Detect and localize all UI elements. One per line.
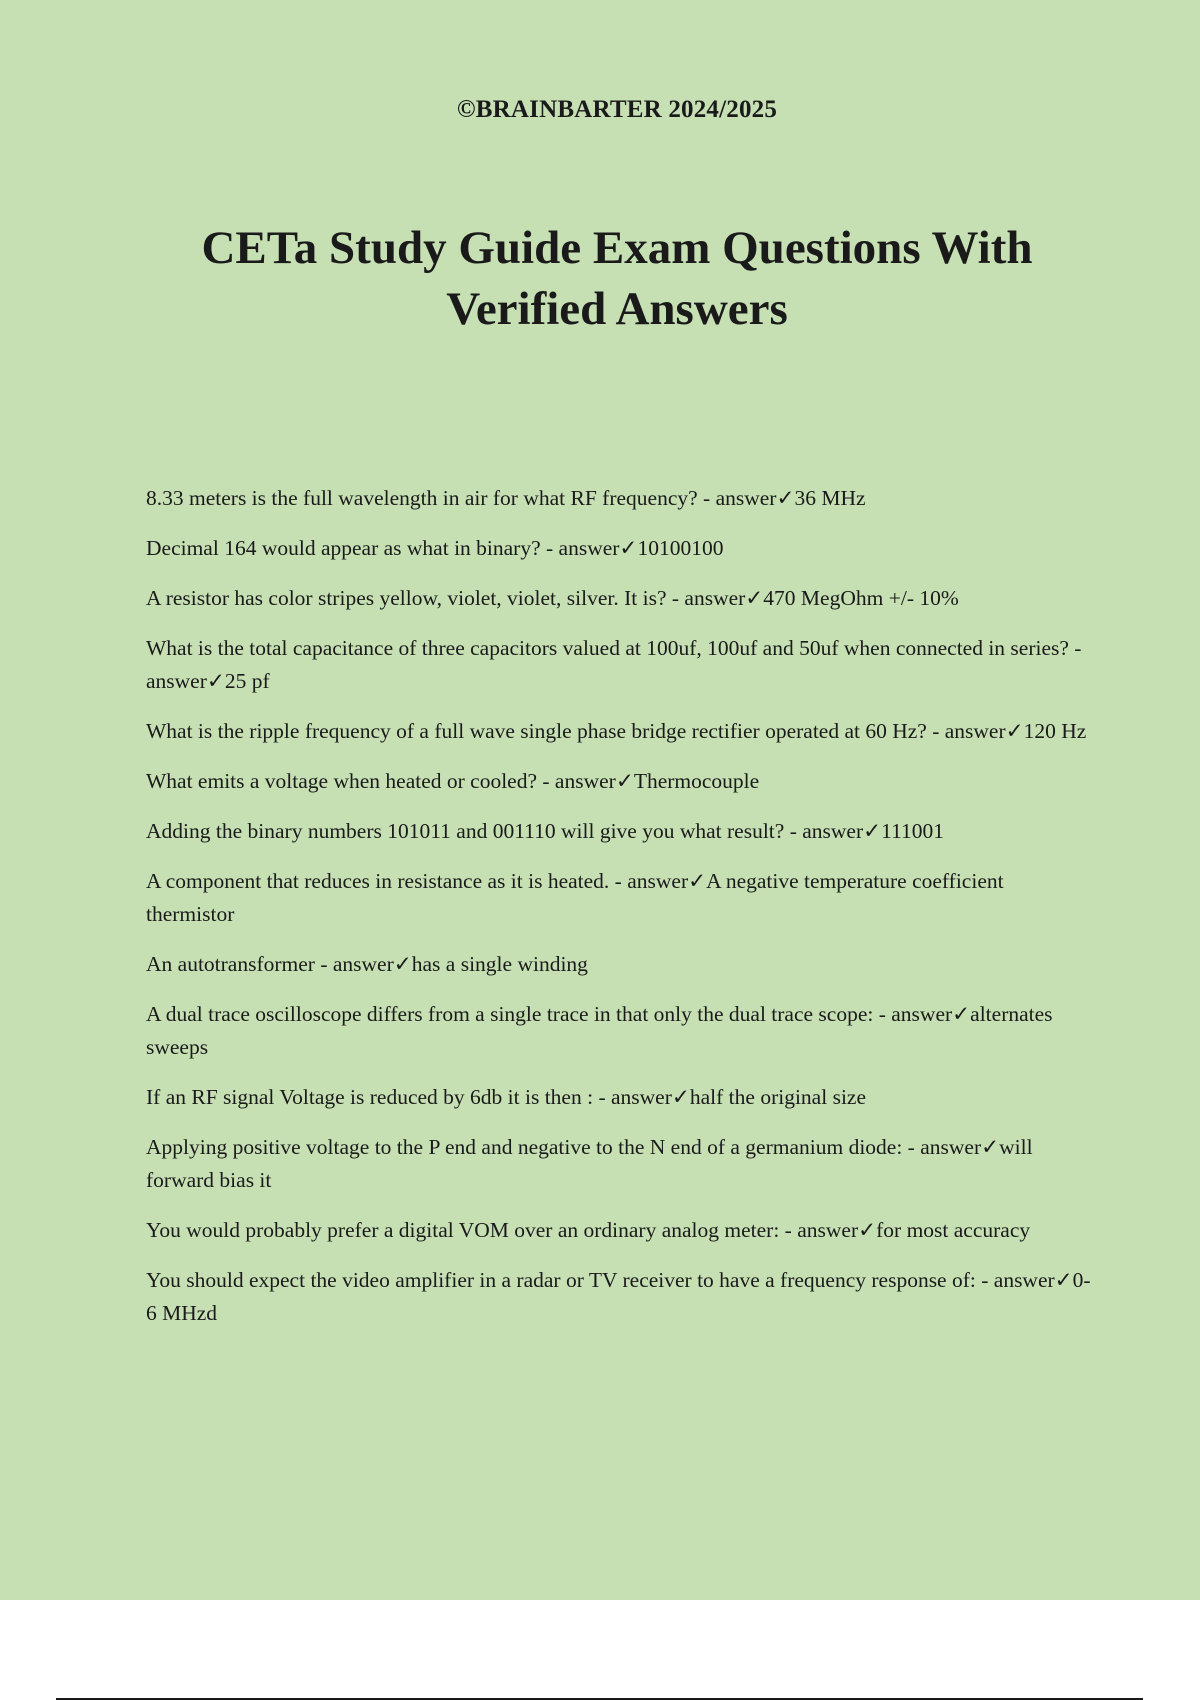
document-title xyxy=(0,218,1200,340)
qa-item: If an RF signal Voltage is reduced by 6db it is then : - answer✓half the original size xyxy=(146,1085,866,1109)
qa-item: What emits a voltage when heated or cooled? - answer✓Thermocouple xyxy=(146,769,760,793)
qa-item: A component that reduces in resistance as it is heated. - answer✓A negative temperature coefficient thermistor xyxy=(146,869,1004,926)
qa-item: A resistor has color stripes yellow, violet, violet, silver. It is? - answer✓470 MegOhm +/- 10% xyxy=(146,586,959,610)
qa-item: You should expect the video amplifier in a radar or TV receiver to have a frequency response of: - answer✓0-6 MHzd xyxy=(146,1268,1091,1325)
qa-item: What is the total capacitance of three capacitors valued at 100uf, 100uf and 50uf when connected in series? - answer✓25 pf xyxy=(146,636,1082,693)
qa-item: Decimal 164 would appear as what in binary? - answer✓10100100 xyxy=(146,536,724,560)
question-answer-list xyxy=(146,482,1096,1347)
document-title-line-2: Verified Answers xyxy=(446,283,788,335)
qa-item: 8.33 meters is the full wavelength in air for what RF frequency? - answer✓36 MHz xyxy=(146,486,866,510)
document-title-line-1: CETa Study Guide Exam Questions With xyxy=(201,222,1033,274)
qa-item: What is the ripple frequency of a full wave single phase bridge rectifier operated at 60 Hz? - answer✓120 Hz xyxy=(146,719,1087,743)
qa-item: An autotransformer - answer✓has a single winding xyxy=(146,952,588,976)
copyright-header: ©BRAINBARTER 2024/2025 xyxy=(456,96,778,123)
qa-item: You would probably prefer a digital VOM over an ordinary analog meter: - answer✓for most accuracy xyxy=(146,1218,1031,1242)
qa-item: Adding the binary numbers 101011 and 001110 will give you what result? - answer✓111001 xyxy=(146,819,945,843)
qa-item: Applying positive voltage to the P end and negative to the N end of a germanium diode: - answer✓will forward bias it xyxy=(146,1135,1033,1192)
qa-item: A dual trace oscilloscope differs from a single trace in that only the dual trace scope: - answer✓alternates sweeps xyxy=(146,1002,1053,1059)
